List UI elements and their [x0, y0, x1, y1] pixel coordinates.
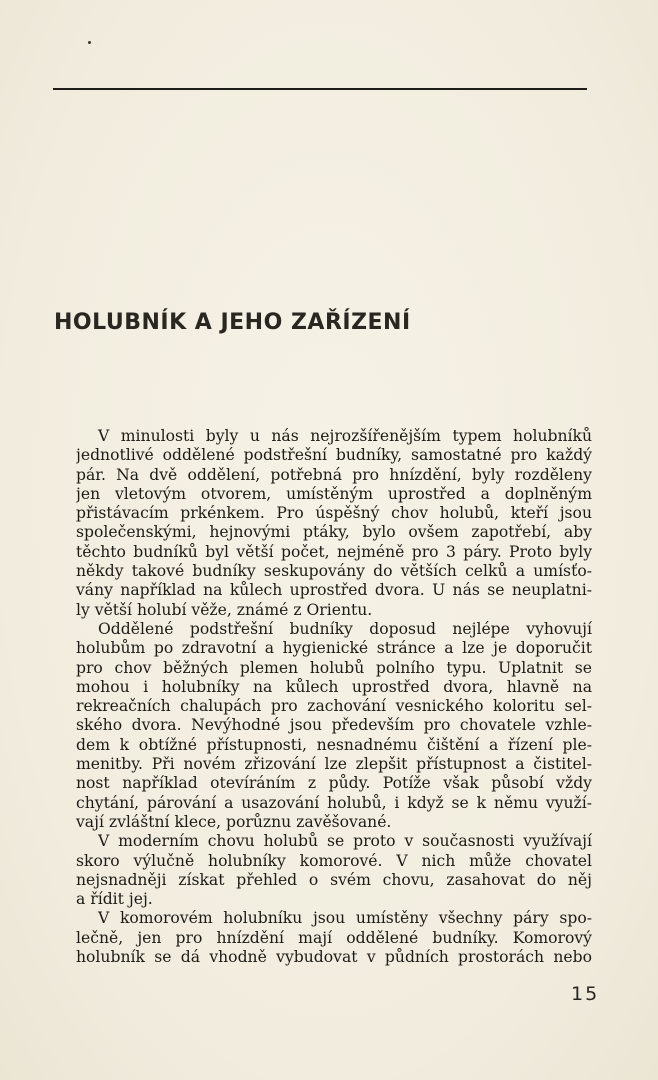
text-line: vají zvláštní klece, porůznu zavěšované.	[76, 812, 392, 831]
text-line: mohou i holubníky na kůlech uprostřed dvora, hlavně na	[76, 677, 592, 696]
text-line: V minulosti byly u nás nejrozšířenějším typem holubníků	[98, 427, 592, 445]
text-line: skoro výlučně holubníky komorové. V nich může chovatel	[76, 851, 592, 870]
text-line: chytání, párování a usazování holubů, i když se k němu využí-	[76, 793, 592, 812]
text-line: menitby. Při novém zřizování lze zlepšit přístupnost a čistitel-	[76, 755, 592, 774]
header-rule	[53, 88, 587, 90]
text-line: Oddělené podstřešní budníky doposud nejlépe vyhovují	[98, 619, 592, 638]
text-line: nost například otevíráním z půdy. Potíže však působí vždy	[76, 774, 592, 793]
body-text	[76, 427, 592, 967]
text-line: holubům po zdravotní a hygienické stránce a lze je doporučit	[76, 639, 592, 658]
text-line: nejsnadněji získat přehled o svém chovu, zasahovat do něj	[76, 870, 592, 889]
text-line: vány například na kůlech uprostřed dvora. U nás se neuplatni-	[76, 581, 592, 600]
text-line: V moderním chovu holubů se proto v současnosti využívají	[98, 832, 592, 851]
text-line: a řídit jej.	[76, 890, 153, 909]
text-line: pár. Na dvě oddělení, potřebná pro hnízdění, byly rozděleny	[76, 465, 592, 484]
print-speck	[88, 41, 91, 44]
text-line: lečně, jen pro hnízdění mají oddělené budníky. Komorový	[76, 928, 592, 947]
text-line: holubník se dá vhodně vybudovat v půdních prostorách nebo	[76, 948, 592, 967]
text-line: jen vletovým otvorem, umístěným uprostřed a doplněným	[76, 484, 592, 503]
text-line: V komorovém holubníku jsou umístěny všechny páry spo-	[98, 909, 592, 928]
text-line: přistávacím prkénkem. Pro úspěšný chov holubů, kteří jsou	[76, 504, 592, 523]
text-line: dem k obtížné přístupnosti, nesnadnému čištění a řízení ple-	[76, 735, 592, 754]
text-line: pro chov běžných plemen holubů polního typu. Uplatnit se	[76, 658, 592, 677]
text-line: těchto budníků byl větší počet, nejméně pro 3 páry. Proto byly	[76, 542, 592, 561]
text-line: společenskými, hejnovými ptáky, bylo ovšem zapotřebí, aby	[76, 523, 592, 542]
text-line: ského dvora. Nevýhodné jsou především pro chovatele vzhle-	[76, 716, 592, 735]
text-line: rekreačních chalupách pro zachování vesnického koloritu sel-	[76, 697, 592, 716]
chapter-title: HOLUBNÍK A JEHO ZAŘÍZENÍ	[54, 310, 411, 335]
text-line: někdy takové budníky seskupovány do větších celků a umísťo-	[76, 562, 592, 581]
text-line: ly větší holubí věže, známé z Orientu.	[76, 600, 373, 619]
page-number: 15	[571, 983, 600, 1005]
text-line: jednotlivé oddělené podstřešní budníky, samostatné pro každý	[76, 446, 592, 465]
